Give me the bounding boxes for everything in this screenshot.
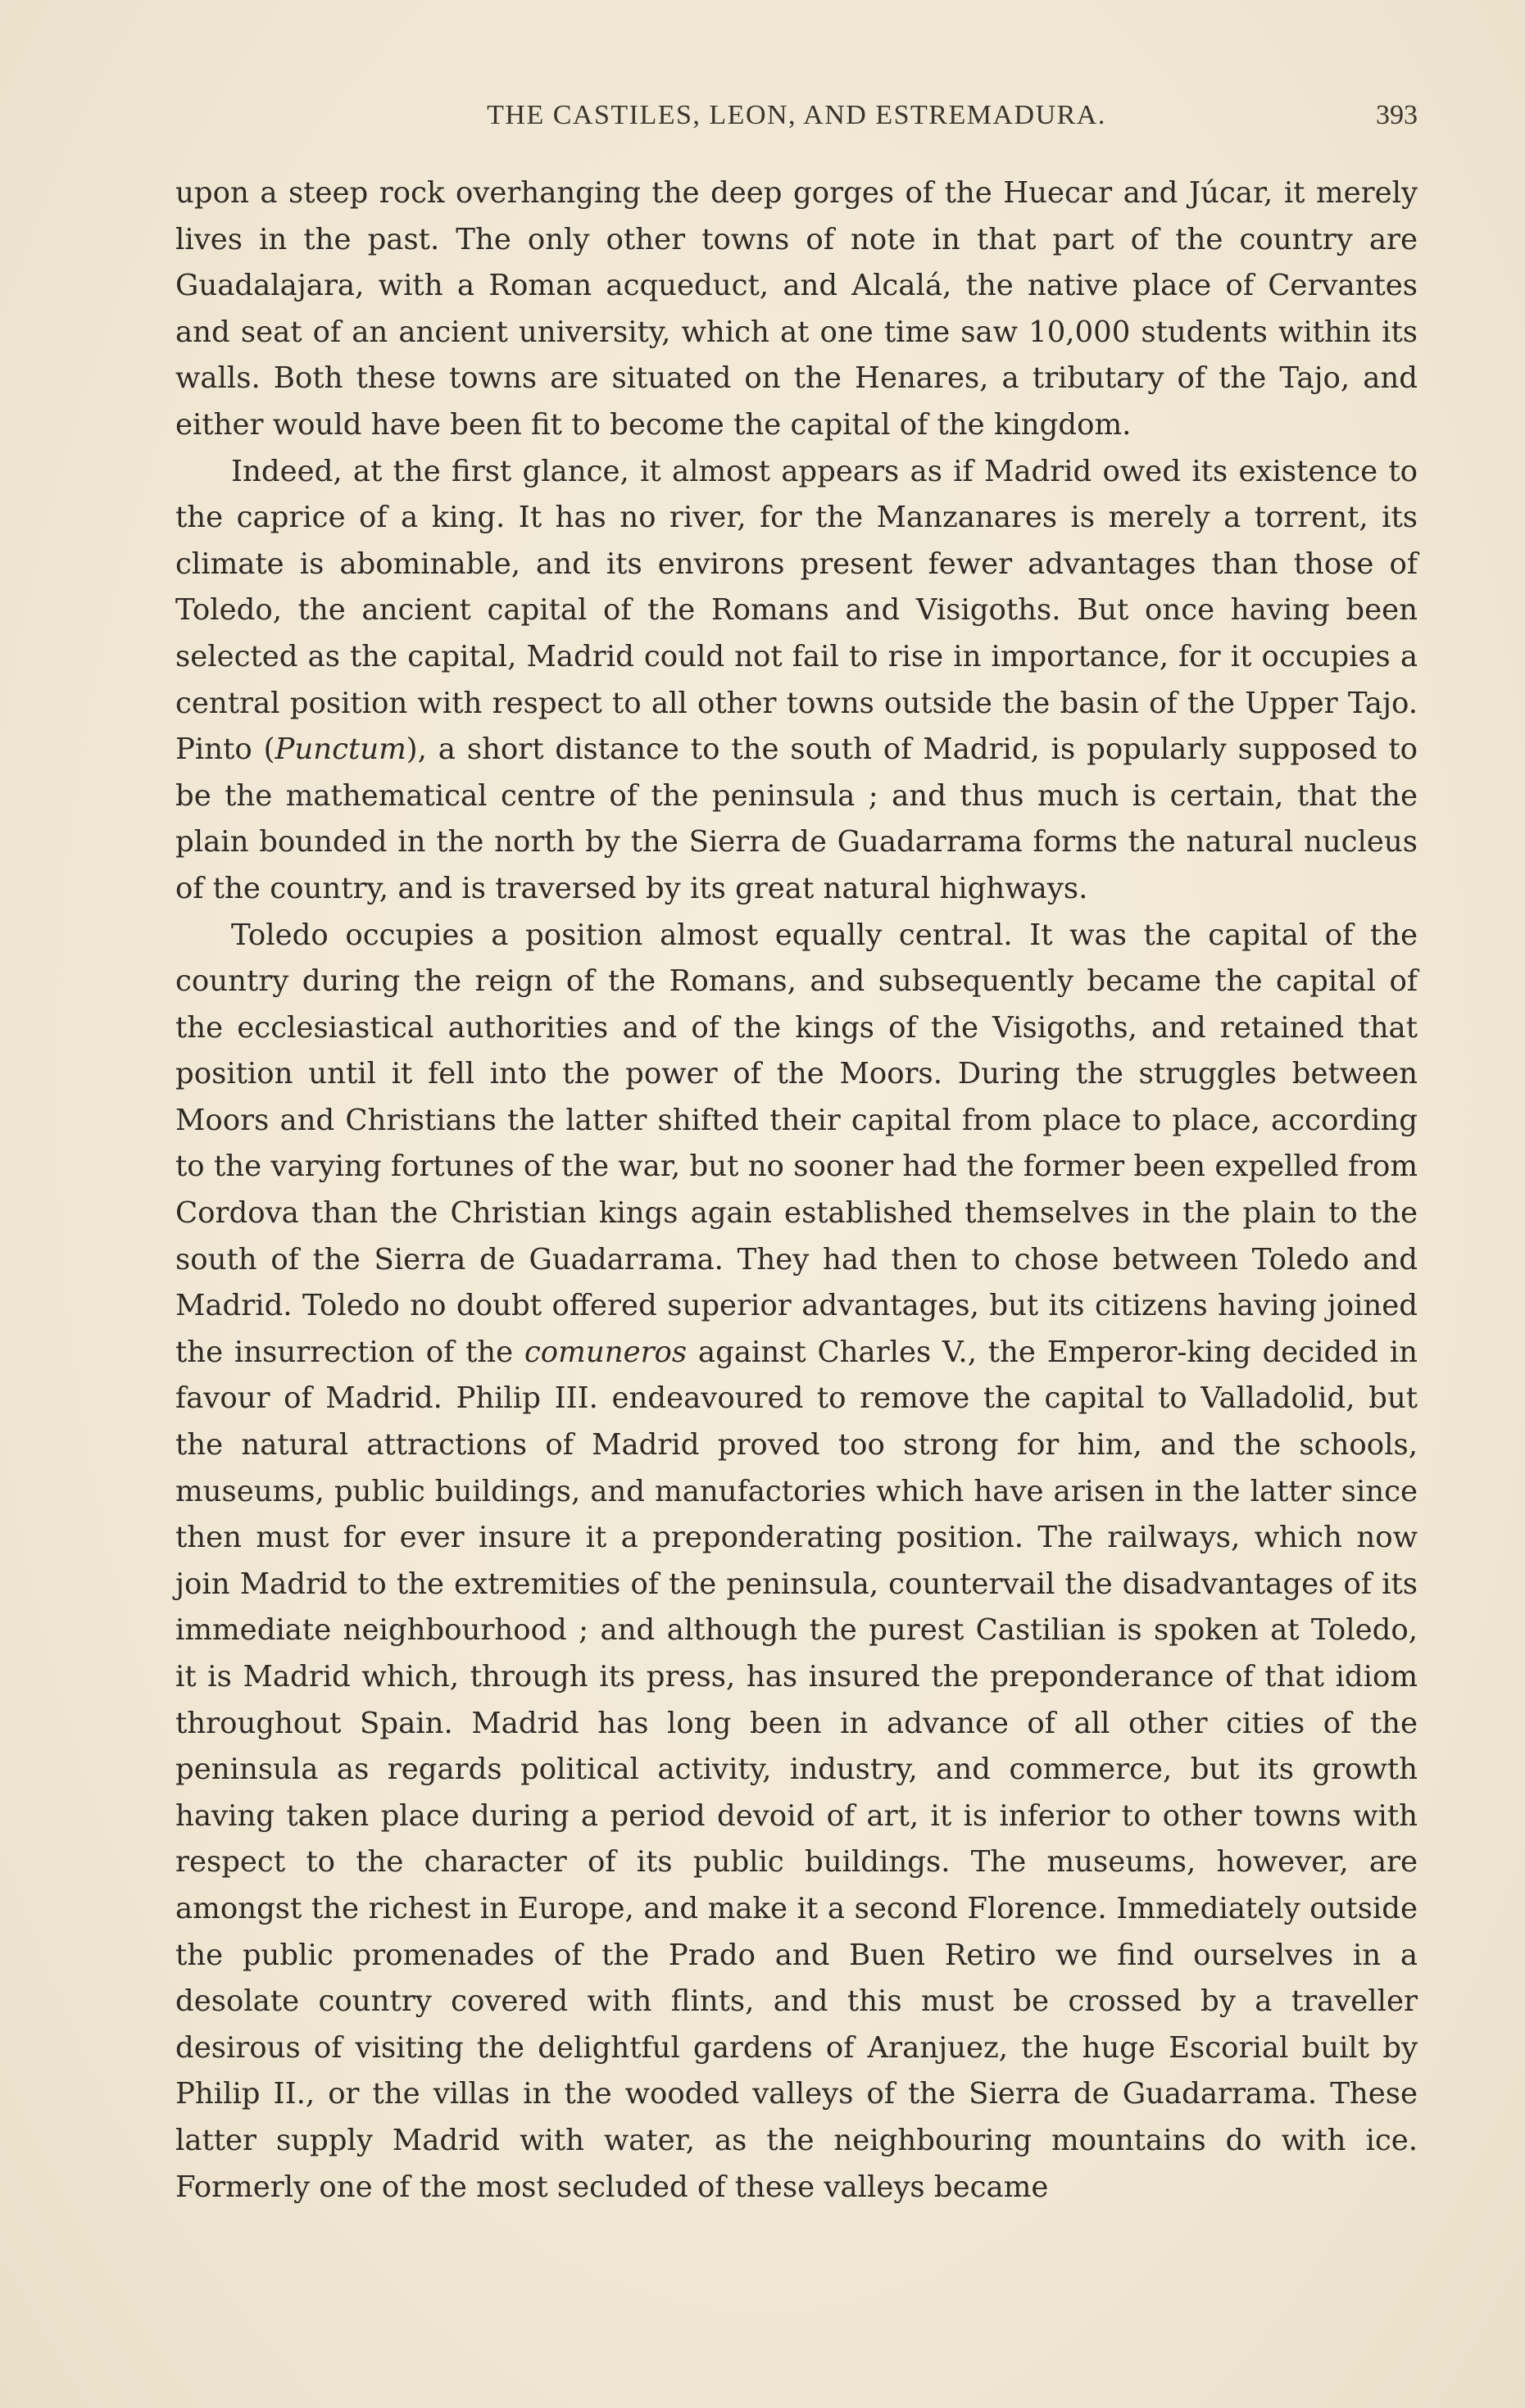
body-text [175,170,1418,2211]
paragraph-text: Toledo occupies a position almost equally central. It was the capital of the country during the reign of the Romans, and subsequently became the capital of the ecclesiastical authorities and of the kings of the Visigoths, and retained that position until it fell into the power of the Moors. During the struggles between Moors and Christians the latter shifted their capital from place to place, according to the varying fortunes of the war, but no sooner had the former been expelled from Cordova than the Christian kings again established themselves in the plain to the south of the Sierra de Guadarrama. They had then to chose between Toledo and Madrid. Toledo no doubt offered superior advantages, but its citizens having joined the insurrection of the [175,918,1418,1369]
italic-term: comuneros [524,1335,688,1369]
page-header [175,100,1418,136]
paragraph-text: against Charles V., the Emperor-king decided in favour of Madrid. Philip III. endeavoured to remove the capital to Valladolid, but the natural attractions of Madrid proved too strong for him, and the schools, museums, public buildings, and manufactories which have arisen in the latter since then must for ever insure it a preponderating position. The railways, which now join Madrid to the extremities of the peninsula, countervail the disadvantages of its immediate neighbourhood ; and although the purest Castilian is spoken at Toledo, it is Madrid which, through its press, has insured the preponderance of that idiom throughout Spain. Madrid has long been in advance of all other cities of the peninsula as regards political activity, industry, and commerce, but its growth having taken place during a period devoid of art, it is inferior to other towns with respect to the character of its public buildings. The museums, however, are amongst the richest in Europe, and make it a second Florence. Immediately outside the public promenades of the Prado and Buen Retiro we find ourselves in a desolate country covered with flints, and this must be crossed by a traveller desirous of visiting the delightful gardens of Aranjuez, the huge Escorial built by Philip II., or the villas in the wooded valleys of the Sierra de Guadarrama. These latter supply Madrid with water, as the neighbouring mountains do with ice. Formerly one of the most secluded of these valleys became [175,1335,1418,2204]
paragraph-text: ), a short distance to the south of Madrid, is popularly supposed to be the mathematical centre of the peninsula ; and thus much is certain, that the plain bounded in the north by the Sierra de Guadarrama forms the natural nucleus of the country, and is traversed by its great natural highways. [175,732,1418,905]
page-number: 393 [1376,100,1418,130]
paragraph-madrid [175,449,1418,913]
paragraph-text: upon a steep rock overhanging the deep gorges of the Huecar and Júcar, it merely lives in the past. The only other towns of note in that part of the country are Guadalajara, with a Roman acqueduct, and Alcalá, the native place of Cervantes and seat of an ancient university, which at one time saw 10,000 students within its walls. Both these towns are situated on the Henares, a tributary of the Tajo, and either would have been fit to become the capital of the kingdom. [175,176,1418,442]
paragraph-text: Indeed, at the first glance, it almost appears as if Madrid owed its existence to the caprice of a king. It has no river, for the Manzanares is merely a torrent, its climate is abominable, and its environs present fewer advantages than those of Toledo, the ancient capital of the Romans and Visigoths. But once having been selected as the capital, Madrid could not fail to rise in importance, for it occupies a central position with respect to all other towns outside the basin of the Upper Tajo. Pinto ( [175,454,1418,767]
italic-term: Punctum [275,732,406,767]
paragraph-toledo [175,913,1418,2211]
paragraph-continued [175,170,1418,449]
running-head: THE CASTILES, LEON, AND ESTREMADURA. [487,100,1106,130]
